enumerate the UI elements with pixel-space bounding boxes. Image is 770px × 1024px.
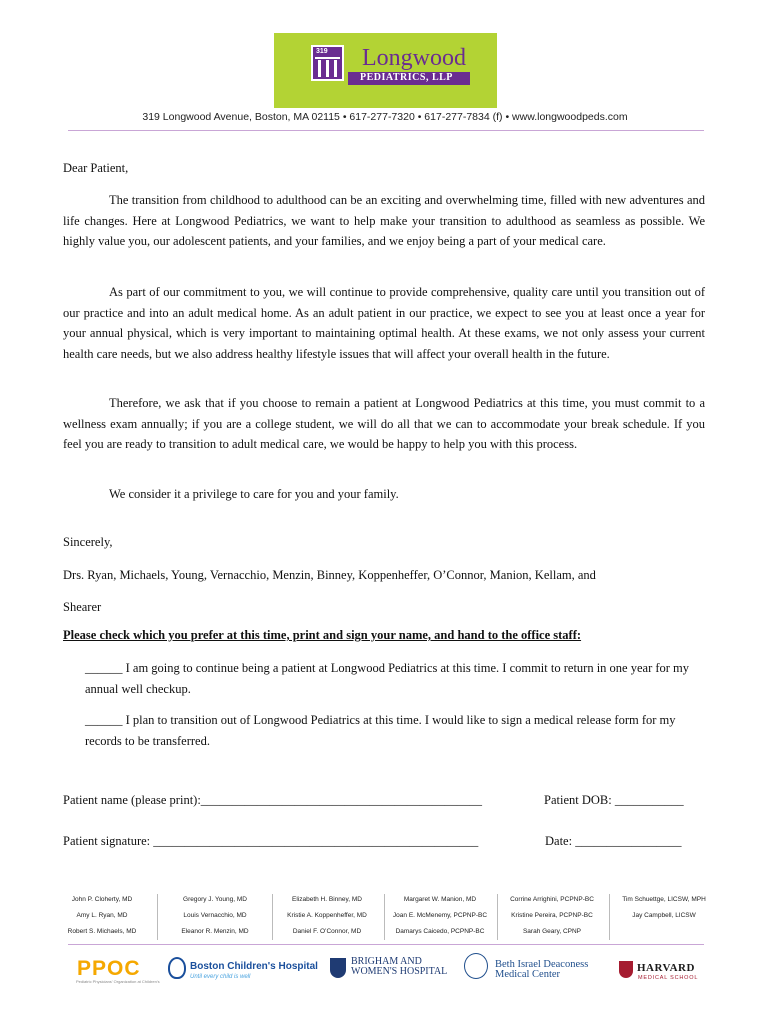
patient-dob-field[interactable]: Patient DOB: ___________ [544, 793, 684, 807]
brigham-shield-icon [330, 958, 346, 978]
staff-name: Jay Campbell, LICSW [632, 912, 696, 919]
column-divider [497, 894, 498, 940]
form-heading: Please check which you prefer at this time, print and sign your name, and hand to the office staff: [63, 628, 582, 642]
staff-name: Kristine Pereira, PCPNP-BC [511, 912, 593, 919]
bidmc-seal-icon [464, 953, 488, 979]
bidmc-line-2: Medical Center [495, 969, 561, 980]
patient-name-field[interactable]: Patient name (please print):_____________________________________________ [63, 793, 483, 807]
column-divider [272, 894, 273, 940]
logo-number: 319 [316, 48, 328, 55]
bidmc-logo [495, 960, 588, 980]
column-divider [384, 894, 385, 940]
staff-name: Sarah Geary, CPNP [522, 928, 582, 935]
address-line: 319 Longwood Avenue, Boston, MA 02115 • 617-277-7320 • 617-277-7834 (f) • www.longwoodpeds.com [142, 111, 628, 123]
harvard-logo: HARVARD [637, 962, 695, 974]
boston-childrens-logo: Boston Children's Hospital [190, 961, 318, 972]
ppoc-tagline: Pediatric Physicians' Organization at Children's [76, 979, 160, 984]
patient-signature-field[interactable]: Patient signature: ____________________________________________________ [63, 834, 479, 848]
logo-name: Longwood [362, 45, 466, 71]
staff-name: Elizabeth H. Binney, MD [292, 896, 362, 903]
closing: Sincerely, [63, 535, 113, 549]
staff-name: Amy L. Ryan, MD [76, 912, 128, 919]
paragraph-4: We consider it a privilege to care for you and your family. [109, 487, 399, 501]
staff-name: Gregory J. Young, MD [183, 896, 247, 903]
bidmc-line-1: Beth Israel Deaconess [495, 959, 589, 970]
harvard-subtitle: MEDICAL SCHOOL [638, 975, 699, 981]
brigham-line-2: WOMEN'S HOSPITAL [351, 966, 448, 977]
ppoc-logo: PPOC [77, 957, 141, 980]
staff-name: Joan E. McMenemy, PCPNP-BC [392, 912, 488, 919]
staff-name: John P. Cloherty, MD [71, 896, 133, 903]
date-field[interactable]: Date: _________________ [545, 834, 682, 848]
boston-childrens-tagline: Until every child is well [190, 974, 251, 980]
paragraph-2: As part of our commitment to you, we will continue to provide comprehensive, quality care until you transition out of our practice and into an adult medical home. As an adult patient in our practice, we expect to see you at least once a year for your annual physical, which is very important to maintaining optimal health. At these exams, we not only assess your current health care needs, but we also address healthy lifestyle issues that will affect your overall health in the future. [63, 285, 705, 361]
brigham-logo [351, 957, 447, 977]
header-divider [68, 130, 704, 131]
staff-name: Margaret W. Manion, MD [403, 896, 477, 903]
signers: Drs. Ryan, Michaels, Young, Vernacchio, Menzin, Binney, Koppenheffer, O’Connor, Manion, Kellam, and [63, 568, 596, 582]
column-divider [609, 894, 610, 940]
staff-name: Eleanor R. Menzin, MD [181, 928, 249, 935]
option-continue[interactable]: ______ I am going to continue being a patient at Longwood Pediatrics at this time. I commit to return in one year for my annual well checkup. [85, 661, 690, 696]
signers-continued: Shearer [63, 600, 102, 614]
logo-subtitle: PEDIATRICS, LLP [360, 72, 453, 83]
boston-childrens-icon [168, 957, 186, 979]
column-divider [157, 894, 158, 940]
paragraph-3: Therefore, we ask that if you choose to remain a patient at Longwood Pediatrics at this time, you must commit to a wellness exam annually; if you are a college student, we will do all that we can to accommodate your break schedule. If you feel you are ready to transition to adult medical care, we would be happy to help you with this process. [63, 396, 705, 451]
staff-name: Tim Schuettge, LICSW, MPH [622, 896, 706, 903]
staff-name: Robert S. Michaels, MD [67, 928, 137, 935]
staff-name: Kristie A. Koppenheffer, MD [287, 912, 367, 919]
brigham-line-1: BRIGHAM AND [351, 956, 422, 967]
staff-name: Damarys Caicedo, PCPNP-BC [395, 928, 485, 935]
option-transition[interactable]: ______ I plan to transition out of Longwood Pediatrics at this time. I would like to sign a medical release form for my records to be transferred. [85, 713, 676, 748]
harvard-shield-icon [619, 961, 633, 978]
staff-name: Daniel F. O’Connor, MD [292, 928, 362, 935]
staff-name: Corrine Arrighini, PCPNP-BC [510, 896, 594, 903]
paragraph-1: The transition from childhood to adulthood can be an exciting and overwhelming time, filled with new adventures and life changes. Here at Longwood Pediatrics, we want to help make your transition to adulthood as seamless as possible. We highly value you, our adolescent patients, and your families, and we enjoy being a part of your medical care. [63, 193, 705, 248]
practice-logo [274, 33, 497, 108]
footer-divider [68, 944, 704, 945]
building-icon [311, 45, 344, 81]
staff-name: Louis Vernacchio, MD [183, 912, 247, 919]
salutation: Dear Patient, [63, 161, 129, 175]
